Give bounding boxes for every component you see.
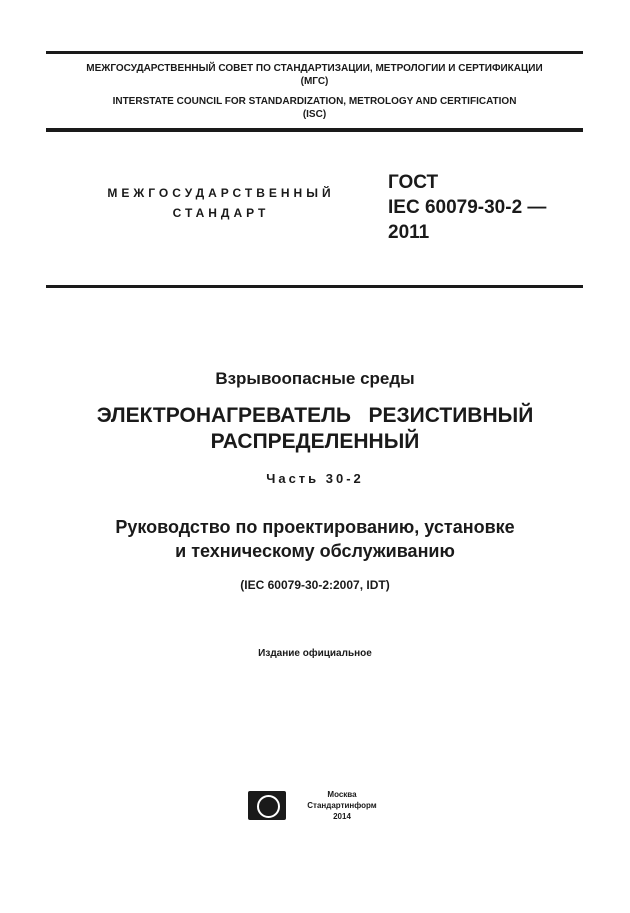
main-title-line-1: ЭЛЕКТРОНАГРЕВАТЕЛЬ РЕЗИСТИВНЫЙ (96, 404, 534, 427)
subject-title: Взрывоопасные среды (215, 369, 415, 388)
designation-bottom-rule (46, 285, 583, 288)
designation-line-2: IEC 60079-30-2 — (388, 197, 547, 218)
top-rule (46, 51, 583, 54)
subtitle-line-2: и техническому обслуживанию (175, 541, 455, 561)
standard-kind-line-2: СТАНДАРТ (172, 206, 270, 220)
designation-line-3: 2011 (388, 222, 430, 243)
edition-label: Издание официальное (258, 648, 372, 659)
council-name-ru: МЕЖГОСУДАРСТВЕННЫЙ СОВЕТ ПО СТАНДАРТИЗАЦИИ, МЕТРОЛОГИИ И СЕРТИФИКАЦИИ (86, 63, 543, 74)
logo-ring-icon (257, 795, 280, 818)
council-name-en: INTERSTATE COUNCIL FOR STANDARDIZATION, METROLOGY AND CERTIFICATION (112, 96, 517, 107)
iec-reference: (IEC 60079-30-2:2007, IDT) (240, 578, 390, 592)
publisher-year: 2014 (333, 812, 351, 821)
standard-kind-line-1: МЕЖГОСУДАРСТВЕННЫЙ (107, 186, 335, 200)
header-bottom-rule (46, 128, 583, 132)
publisher-name: Стандартинформ (307, 801, 377, 810)
main-title-line-2: РАСПРЕДЕЛЕННЫЙ (210, 430, 420, 453)
subtitle-line-1: Руководство по проектированию, установке (115, 517, 515, 537)
standard-designation (388, 170, 546, 245)
designation-line-1: ГОСТ (388, 172, 439, 193)
council-abbr-ru: (МГС) (300, 76, 329, 87)
publisher-logo-icon (248, 791, 286, 820)
part-label: Часть 30-2 (266, 471, 364, 486)
publisher-city: Москва (327, 790, 357, 799)
council-abbr-en: (ISC) (302, 109, 327, 120)
